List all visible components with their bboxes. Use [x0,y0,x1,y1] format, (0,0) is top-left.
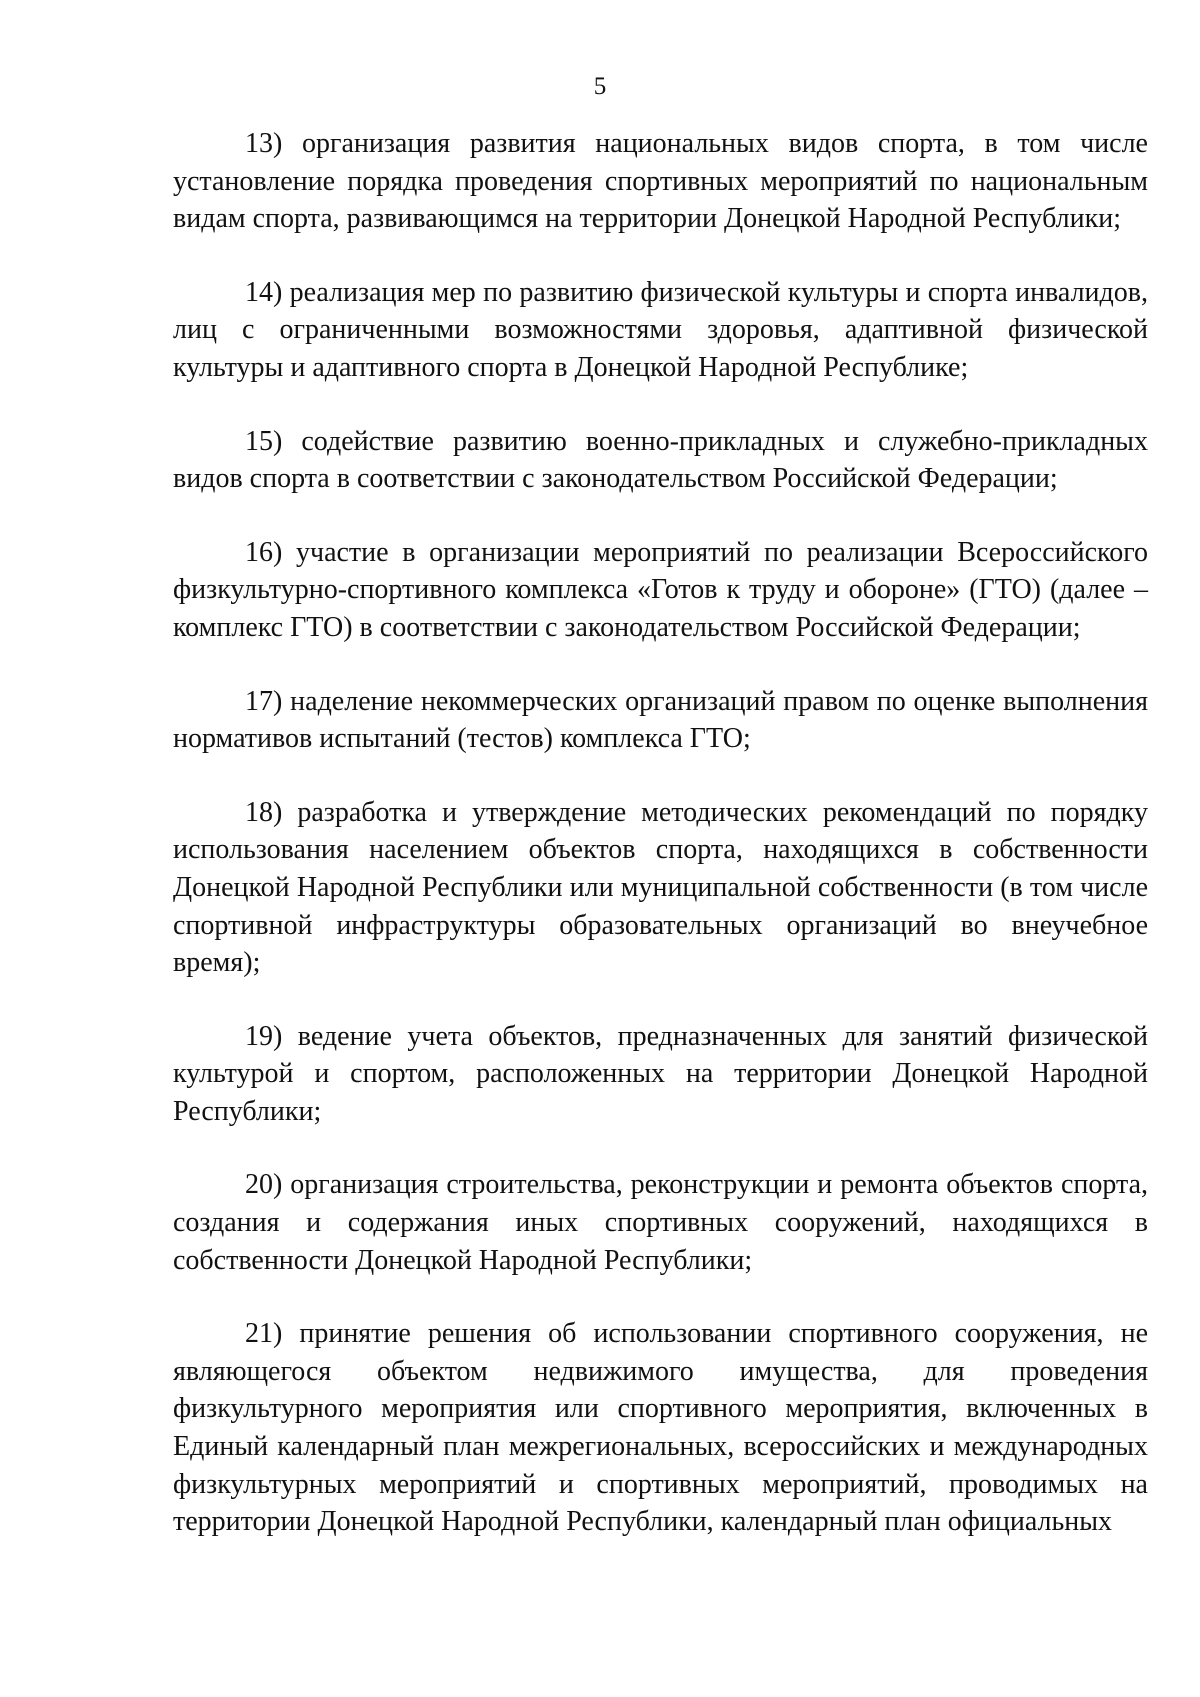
list-item-17: 17) наделение некоммерческих организаций правом по оценке выполнения нормативов испытаний (тестов) комплекса ГТО; [173,685,1148,755]
list-item-14: 14) реализация мер по развитию физической культуры и спорта инвалидов, лиц с ограниченными возможностями здоровья, адаптивной физической культуры и адаптивного спорта в Донецкой Народной Республике; [173,276,1148,383]
list-item-16: 16) участие в организации мероприятий по реализации Всероссийского физкультурно-спортивного комплекса «Готов к труду и обороне» (ГТО) (далее – комплекс ГТО) в соответствии с законодательством Российской Федерации; [173,536,1148,643]
list-item-21: 21) принятие решения об использовании спортивного сооружения, не являющегося объектом недвижимого имущества, для проведения физкультурного мероприятия или спортивного мероприятия, включенных в Единый календарный план межрегиональных, всероссийских и международных физкультурных мероприятий и спортивных мероприятий, проводимых на территории Донецкой Народной Республики, календарный план официальных [173,1318,1148,1538]
list-item-20: 20) организация строительства, реконструкции и ремонта объектов спорта, создания и содержания иных спортивных сооружений, находящихся в собственности Донецкой Народной Республики; [173,1169,1148,1276]
list-item-19: 19) ведение учета объектов, предназначенных для занятий физической культурой и спортом, расположенных на территории Донецкой Народной Республики; [173,1020,1148,1127]
document-body [173,125,1148,1541]
page-number: 5 [593,73,607,100]
list-item-13: 13) организация развития национальных видов спорта, в том числе установление порядка проведения спортивных мероприятий по национальным видам спорта, развивающимся на территории Донецкой Народной Республики; [173,128,1148,235]
list-item-18: 18) разработка и утверждение методических рекомендаций по порядку использования населением объектов спорта, находящихся в собственности Донецкой Народной Республики или муниципальной собственности (в том числе спортивной инфраструктуры образовательных организаций во внеучебное время); [173,796,1148,979]
list-item-15: 15) содействие развитию военно-прикладных и служебно-прикладных видов спорта в соответствии с законодательством Российской Федерации; [173,425,1148,495]
